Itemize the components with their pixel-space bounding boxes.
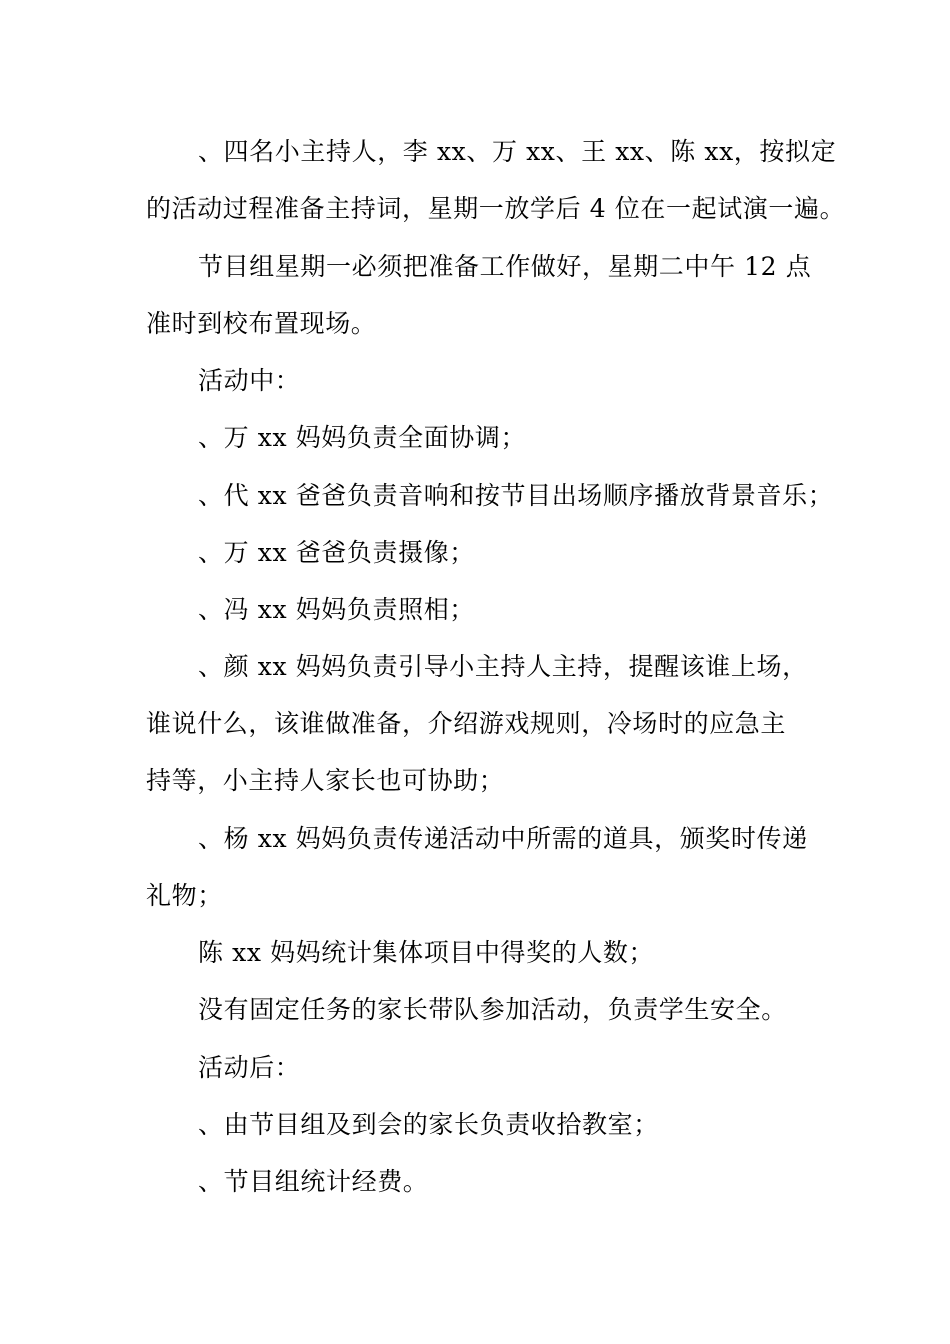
text-line: 礼物； [146, 881, 223, 910]
text-line: 、代 xx 爸爸负责音响和按节目出场顺序播放背景音乐； [198, 481, 834, 510]
text-line: 、四名小主持人，李 xx、万 xx、王 xx、陈 xx，按拟定 [198, 137, 837, 166]
text-line: 、由节目组及到会的家长负责收拾教室； [198, 1110, 659, 1139]
text-line: 谁说什么，该谁做准备，介绍游戏规则，冷场时的应急主 [146, 709, 787, 738]
text-line: 、节目组统计经费。 [198, 1167, 429, 1196]
text-line: 准时到校布置现场。 [146, 309, 377, 338]
text-line: 陈 xx 妈妈统计集体项目中得奖的人数； [198, 938, 655, 967]
text-line: 、颜 xx 妈妈负责引导小主持人主持，提醒该谁上场， [198, 652, 808, 681]
text-line: 的活动过程准备主持词，星期一放学后 4 位在一起试演一遍。 [146, 194, 846, 223]
text-line: 节目组星期一必须把准备工作做好，星期二中午 12 点 [198, 252, 812, 281]
text-line: 、万 xx 爸爸负责摄像； [198, 538, 475, 567]
text-line: 、冯 xx 妈妈负责照相； [198, 595, 475, 624]
text-line: 、杨 xx 妈妈负责传递活动中所需的道具，颁奖时传递 [198, 824, 808, 853]
section-heading: 活动后： [198, 1053, 301, 1082]
text-line: 持等，小主持人家长也可协助； [146, 766, 505, 795]
section-heading: 活动中： [198, 366, 301, 395]
text-line: 、万 xx 妈妈负责全面协调； [198, 423, 527, 452]
text-line: 没有固定任务的家长带队参加活动，负责学生安全。 [198, 995, 787, 1024]
